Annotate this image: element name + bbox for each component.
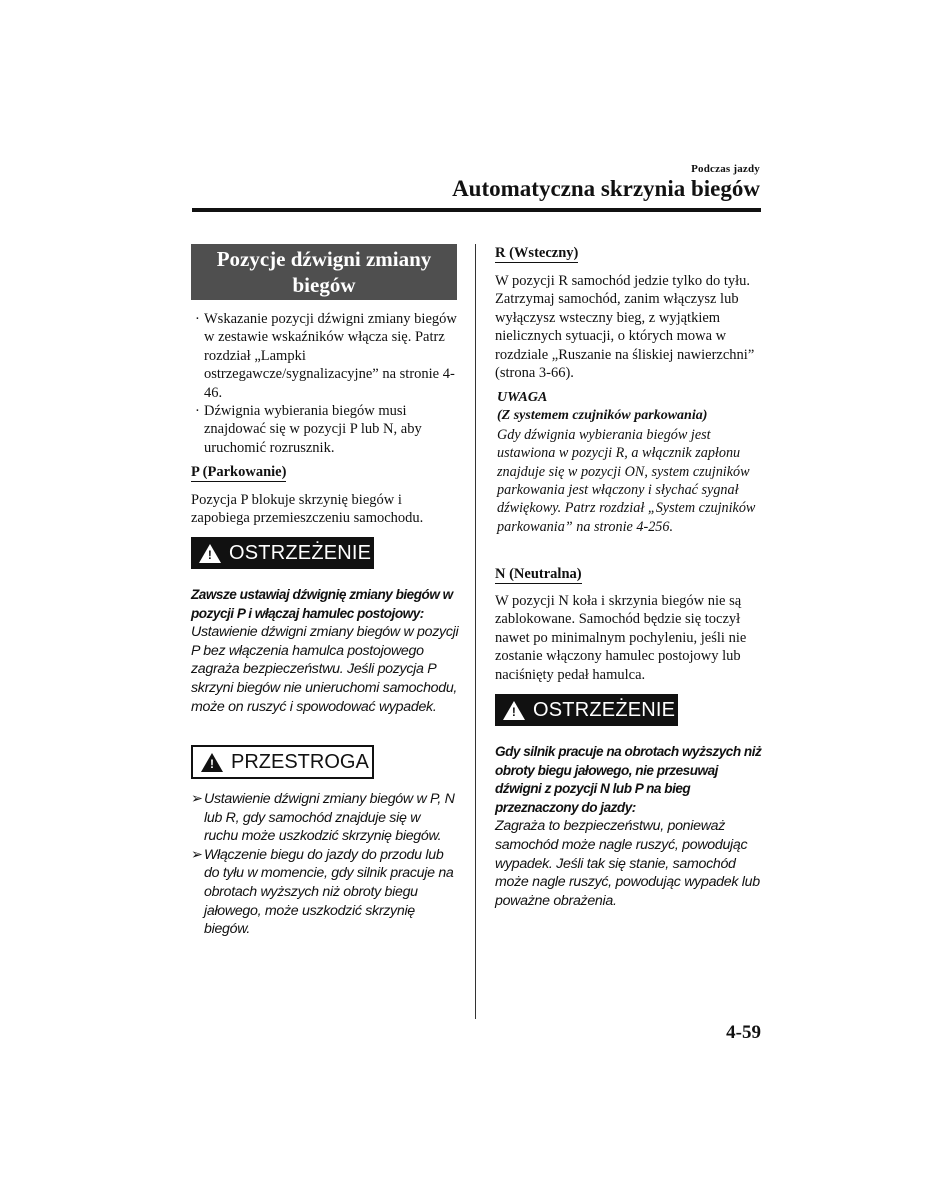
neutral-heading-text: N (Neutralna)	[495, 566, 582, 582]
reverse-heading	[495, 244, 578, 262]
bullet-text: Dźwignia wybierania biegów musi znajdować się w pozycji P lub N, aby uruchomić rozrusznik.	[204, 403, 422, 456]
warning-label: OSTRZEŻENIE	[533, 698, 676, 721]
warning-box-left	[191, 537, 374, 569]
caution-item-text: Ustawienie dźwigni zmiany biegów w P, N lub R, gdy samochód znajduje się w ruchu może uszkodzić skrzynię biegów.	[204, 791, 455, 845]
caution-box	[191, 745, 374, 779]
caution-triangle-icon: !	[201, 753, 223, 772]
warning-content-right	[495, 743, 765, 910]
warning-box-right	[495, 694, 678, 726]
park-text: Pozycja P blokuje skrzynię biegów i zapobiega przemieszczeniu samochodu.	[191, 492, 424, 527]
caution-item-text: Włączenie biegu do jazdy do przodu lub do tyłu w momencie, gdy silnik pracuje na obrotach wyższych niż obroty biegu jałowego, może uszkodzić skrzynię biegów.	[204, 846, 454, 938]
note-label: UWAGA	[497, 390, 548, 405]
warning-label: OSTRZEŻENIE	[229, 541, 372, 564]
neutral-text: W pozycji N koła i skrzynia biegów nie są zablokowane. Samochód będzie się toczył nawet po minimalnym pochyleniu, jeśli nie zostanie włączony hamulec postojowy lub naciśnięty pedał hamulca.	[495, 593, 747, 683]
arrow-bullet-icon: ➢	[191, 791, 203, 807]
chapter-title: Automatyczna skrzynia biegów	[452, 176, 760, 201]
header-rule	[192, 208, 761, 212]
warning-bold-text: Zawsze ustawiaj dźwignię zmiany biegów w pozycji P i włączaj hamulec postojowy:	[191, 587, 453, 621]
warning-body-text: Zagraża to bezpieczeństwu, ponieważ samochód może nagle ruszyć, powodując wypadek. Jeśli tak się stanie, samochód może nagle ruszyć, powodując wypadek lub poważne obrażenia.	[495, 818, 760, 909]
reverse-text: W pozycji R samochód jedzie tylko do tyłu. Zatrzymaj samochód, zanim włączysz lub wyłączysz wsteczny bieg, z wyjątkiem nielicznych sytuacji, o których mowa w rozdziale „Ruszanie na śliskiej nawierzchni” (strona 3-66).	[495, 273, 755, 382]
reverse-heading-text: R (Wsteczny)	[495, 245, 579, 261]
bullet-dot-icon: ·	[195, 403, 200, 420]
note-block	[497, 389, 763, 536]
caution-item	[191, 846, 456, 939]
topic-title-box	[191, 244, 457, 300]
bullet-text: Wskazanie pozycji dźwigni zmiany biegów w zestawie wskaźników włącza się. Patrz rozdział „Lampki ostrzegawcze/sygnalizacyjne” na stronie 4-46.	[204, 311, 457, 401]
bullet-item	[195, 402, 465, 457]
note-condition: (Z systemem czujników parkowania)	[497, 408, 708, 424]
topic-title-line-1: Pozycje dźwigni zmiany	[216, 247, 432, 271]
park-heading	[191, 463, 286, 481]
caution-list	[191, 790, 456, 939]
page-number: 4-59	[726, 1022, 761, 1043]
column-divider	[475, 244, 476, 1019]
bullet-item	[195, 310, 465, 402]
arrow-bullet-icon: ➢	[191, 846, 203, 863]
warning-triangle-icon: !	[503, 701, 525, 720]
warning-triangle-icon: !	[199, 544, 221, 563]
neutral-heading	[495, 565, 582, 583]
warning-body-text: Ustawienie dźwigni zmiany biegów w pozycji P bez włączenia hamulca postojowego zagraża bezpieczeństwu. Jeśli pozycja P skrzyni biegów nie unieruchomi samochodu, może on ruszyć i spowodować wypadek.	[191, 624, 459, 715]
warning-bold-text: Gdy silnik pracuje na obrotach wyższych niż obroty biegu jałowego, nie przesuwaj dźwigni z pozycji N lub P na bieg przeznaczony do jazdy:	[495, 744, 762, 815]
caution-label: PRZESTROGA	[231, 750, 369, 773]
bullet-dot-icon: ·	[195, 311, 200, 327]
note-text: Gdy dźwignia wybierania biegów jest ustawiona w pozycji R, a włącznik zapłonu znajduje się w pozycji ON, system czujników parkowania jest włączony i słychać sygnał dźwiękowy. Patrz rozdział „System czujników parkowania” na stronie 4-256.	[497, 426, 756, 535]
caution-item	[191, 790, 456, 846]
intro-bullets	[195, 310, 465, 457]
warning-content-left	[191, 586, 466, 716]
park-heading-text: P (Parkowanie)	[191, 464, 287, 480]
topic-title-line-2: biegów	[292, 273, 356, 297]
section-name: Podczas jazdy	[691, 163, 760, 175]
